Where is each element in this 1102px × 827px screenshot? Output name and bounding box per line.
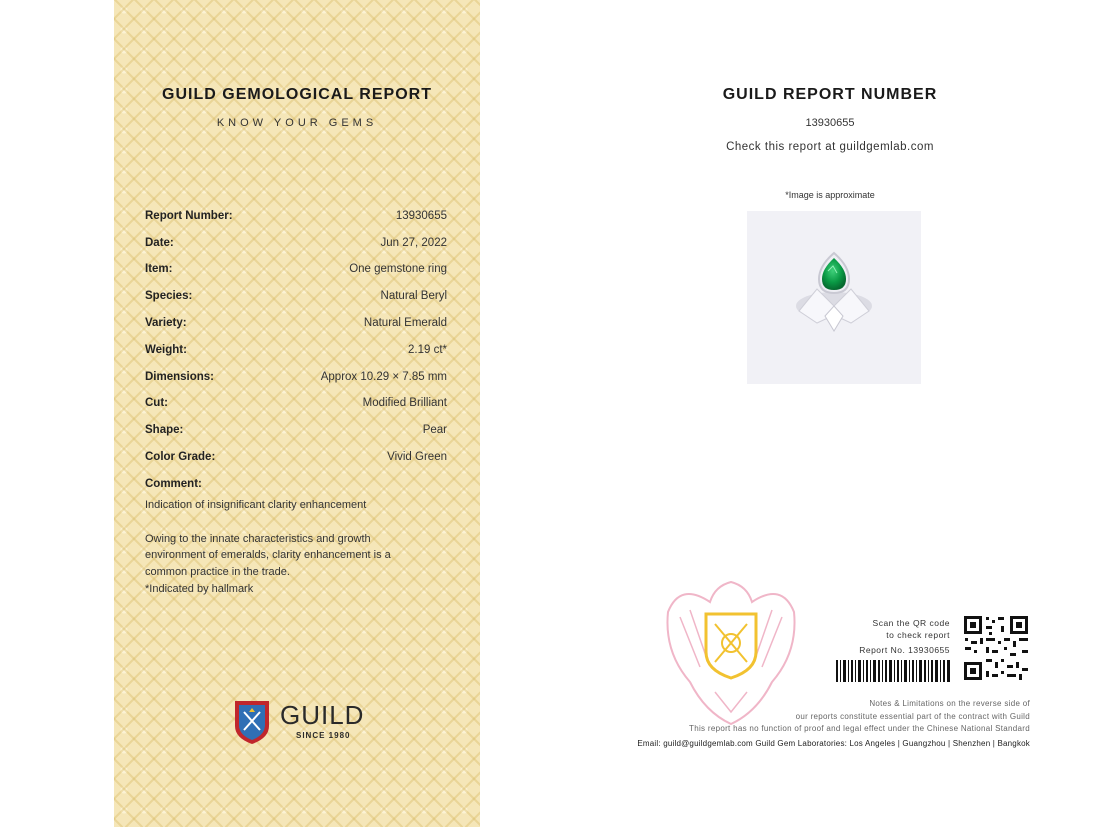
field-label: Species: xyxy=(145,290,193,302)
ring-photo xyxy=(747,211,921,384)
field-label: Date: xyxy=(145,237,174,249)
field-label: Shape: xyxy=(145,424,184,436)
comment-hallmark-note: *Indicated by hallmark xyxy=(145,583,254,595)
qr-code-icon[interactable] xyxy=(962,614,1030,682)
field-cut xyxy=(145,397,447,415)
field-value: 13930655 xyxy=(395,210,447,222)
report-number-heading: GUILD REPORT NUMBER xyxy=(722,86,938,103)
report-tagline: KNOW YOUR GEMS xyxy=(216,117,378,129)
report-left-panel xyxy=(114,0,480,827)
field-label: Cut: xyxy=(145,397,168,409)
field-variety xyxy=(145,317,447,335)
barcode-icon xyxy=(836,660,950,682)
field-label: Color Grade: xyxy=(145,451,216,463)
comment-paragraph-line-1: Owing to the innate characteristics and growth xyxy=(145,533,371,545)
field-label: Report Number: xyxy=(145,210,233,222)
comment-label: Comment: xyxy=(145,478,202,490)
report-number-value: 13930655 xyxy=(805,117,855,129)
field-value: 2.19 ct* xyxy=(408,344,447,356)
field-weight xyxy=(145,344,447,362)
comment-paragraph-line-3: common practice in the trade. xyxy=(145,566,290,578)
emerald-ring-image xyxy=(747,211,921,384)
field-value: Natural Emerald xyxy=(363,317,447,329)
comment-paragraph-line-2: environment of emeralds, clarity enhancement is a xyxy=(145,549,391,561)
field-value: Vivid Green xyxy=(387,451,447,463)
guild-logo-since: SINCE 1980 xyxy=(296,731,351,740)
field-value: Modified Brilliant xyxy=(362,397,447,409)
guild-logo xyxy=(232,698,372,746)
scan-qr-label: Scan the QR code xyxy=(872,618,950,628)
field-label: Item: xyxy=(145,263,173,275)
field-value: Jun 27, 2022 xyxy=(380,237,447,249)
notes-line-2: our reports constitute essential part of the contract with Guild xyxy=(795,712,1030,721)
field-species xyxy=(145,290,447,308)
comment-line: Indication of insignificant clarity enhancement xyxy=(145,499,367,511)
field-item xyxy=(145,263,447,281)
notes-line-1: Notes & Limitations on the reverse side of xyxy=(869,699,1030,708)
field-label: Variety: xyxy=(145,317,187,329)
field-value: Natural Beryl xyxy=(380,290,447,302)
field-value: One gemstone ring xyxy=(349,263,447,275)
scan-qr-sublabel: to check report xyxy=(886,630,950,640)
field-color-grade xyxy=(145,451,447,469)
check-report-link[interactable]: Check this report at guildgemlab.com xyxy=(726,141,934,153)
field-dimensions xyxy=(145,371,447,389)
report-no-label: Report No. 13930655 xyxy=(859,645,950,655)
field-value: Approx 10.29 × 7.85 mm xyxy=(320,371,447,383)
image-approx-note: *Image is approximate xyxy=(785,190,875,200)
field-shape xyxy=(145,424,447,442)
field-report-number xyxy=(145,210,447,228)
footer-contact: Email: guild@guildgemlab.com Guild Gem Laboratories: Los Angeles | Guangzhou | Shenzhen | Bangkok xyxy=(637,739,1030,748)
notes-line-3: This report has no function of proof and legal effect under the Chinese National Standard xyxy=(689,724,1030,733)
field-label: Weight: xyxy=(145,344,187,356)
guild-shield-icon xyxy=(232,698,272,746)
report-title: GUILD GEMOLOGICAL REPORT xyxy=(162,86,432,103)
guild-logo-text: GUILD xyxy=(280,700,365,730)
field-date xyxy=(145,237,447,255)
field-label: Dimensions: xyxy=(145,371,215,383)
field-value: Pear xyxy=(422,424,447,436)
field-comment xyxy=(145,478,447,496)
